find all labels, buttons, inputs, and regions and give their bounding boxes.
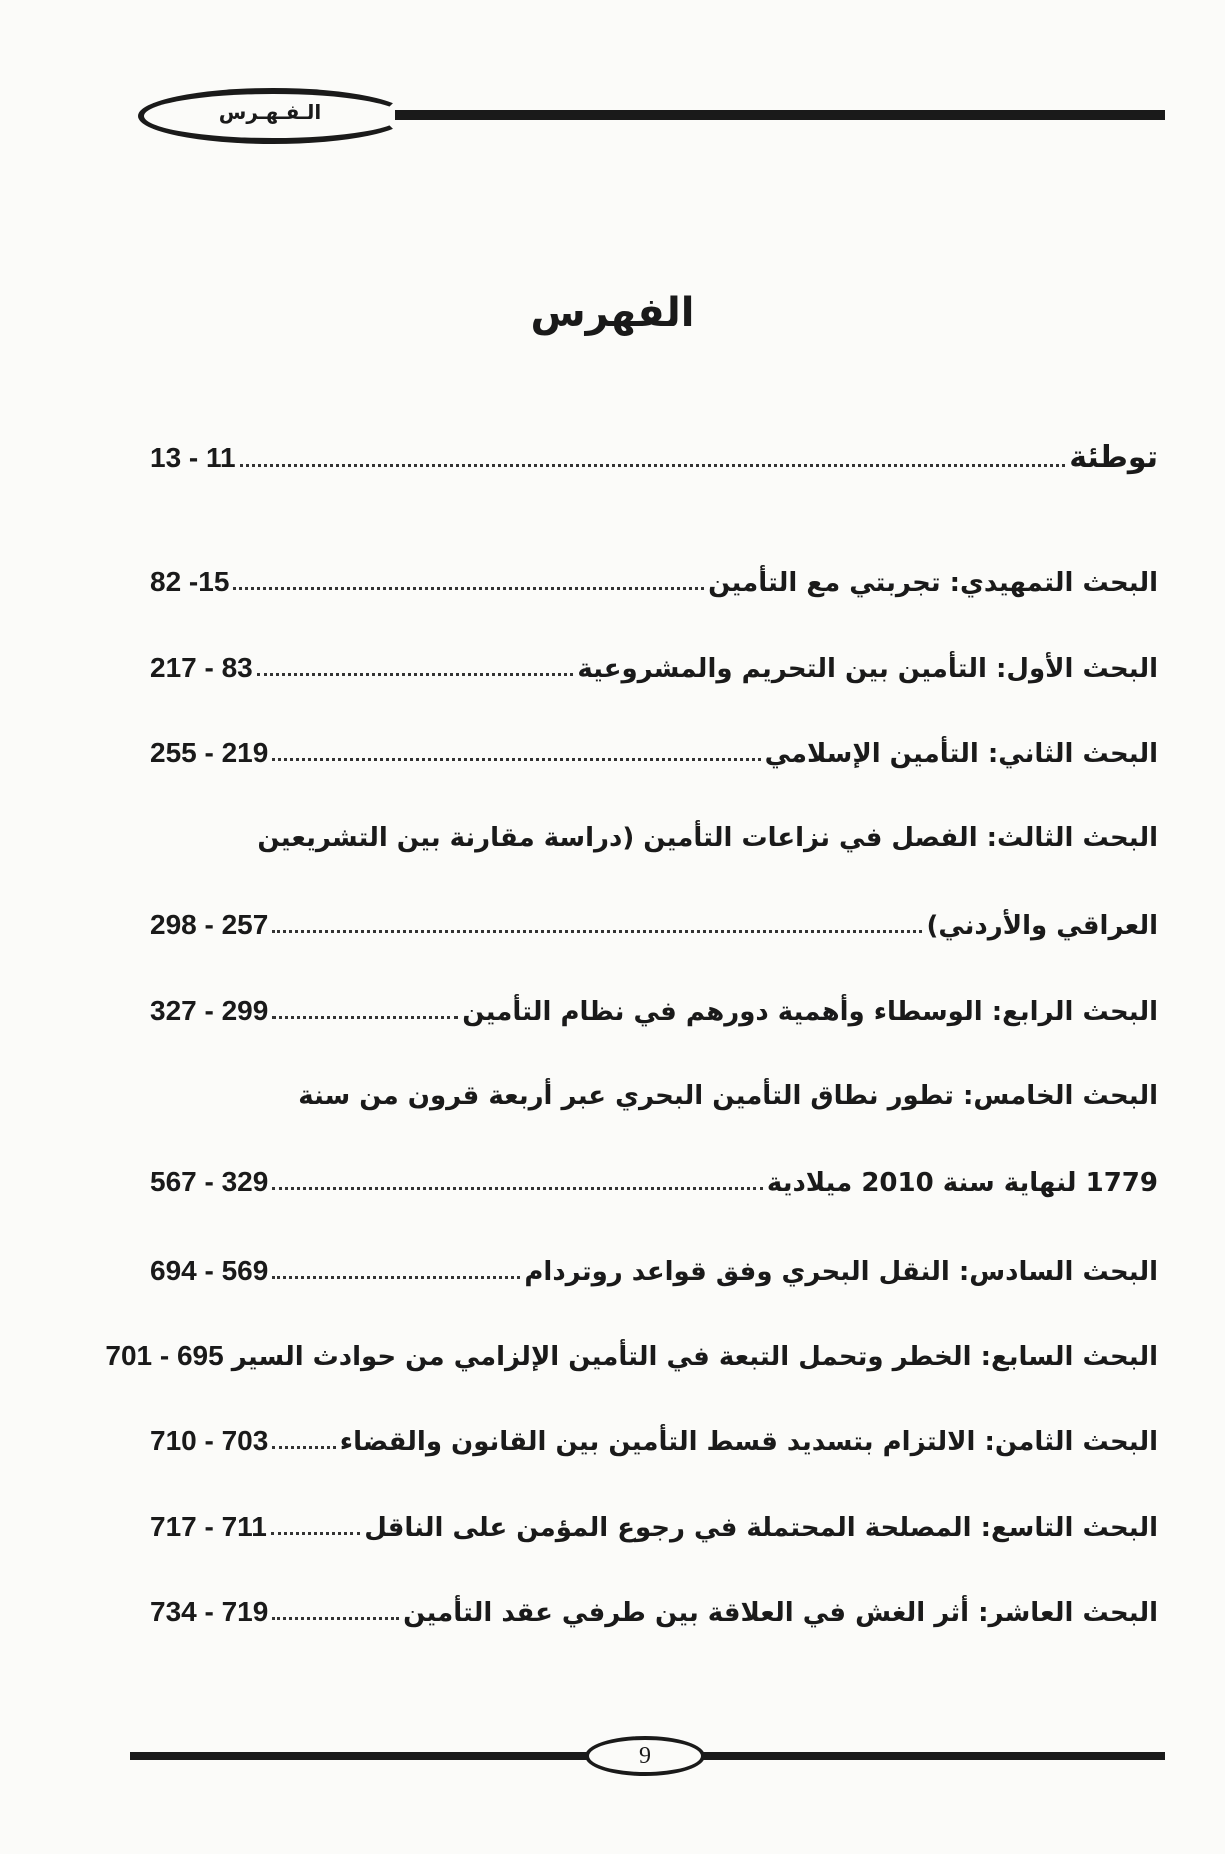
toc-entry-title: البحث الرابع: الوسطاء وأهمية دورهم في نظام التأمين [462, 997, 1158, 1027]
dot-leader [257, 672, 574, 676]
toc-entry [150, 1511, 1158, 1543]
toc-entry-title: 1779 لنهاية سنة 2010 ميلادية [766, 1168, 1158, 1198]
toc-entry-title: البحث الثاني: التأمين الإسلامي [764, 739, 1158, 769]
dot-leader [272, 1015, 458, 1019]
toc-entry-title: البحث السادس: النقل البحري وفق قواعد روتردام [524, 1257, 1158, 1287]
toc-entry [150, 1425, 1158, 1457]
dot-leader [272, 1445, 335, 1449]
toc-entry [150, 995, 1158, 1027]
toc-entry [150, 566, 1158, 598]
toc-entry-title: البحث العاشر: أثر الغش في العلاقة بين طرفي عقد التأمين [403, 1598, 1158, 1628]
toc-entry [150, 652, 1158, 684]
header-rule [395, 110, 1165, 120]
toc-entry [150, 1596, 1158, 1628]
toc-entry-title: البحث الخامس: تطور نطاق التأمين البحري عبر أربعة قرون من سنة [298, 1081, 1158, 1111]
page-number: 9 [585, 1736, 705, 1776]
toc-entry-pages: 694 - 569 [150, 1255, 269, 1286]
toc-entry-title: البحث السابع: الخطر وتحمل التبعة في التأمين الإلزامي من حوادث السير [231, 1342, 1158, 1372]
toc-entry-title: توطئة [1069, 440, 1158, 475]
toc-entry [150, 1081, 1158, 1111]
toc-entry-pages: 717 - 711 [150, 1511, 267, 1542]
dot-leader [272, 929, 922, 933]
toc-entry-title: البحث الثالث: الفصل في نزاعات التأمين (دراسة مقارنة بين التشريعين [257, 823, 1158, 853]
toc-entry-pages: 217 - 83 [150, 652, 253, 683]
toc-entry-title: العراقي والأردني) [926, 911, 1158, 941]
toc-entry [150, 440, 1158, 475]
dot-leader [271, 1531, 360, 1535]
dot-leader [272, 1275, 520, 1279]
toc-entry-pages: 710 - 703 [150, 1425, 269, 1456]
page-title: الفهرس [530, 290, 695, 336]
toc-entry [150, 737, 1158, 769]
dot-leader [272, 1616, 399, 1620]
toc-entry [150, 1166, 1158, 1198]
toc-entry [150, 909, 1158, 941]
toc-entry-title: البحث التاسع: المصلحة المحتملة في رجوع المؤمن على الناقل [364, 1513, 1158, 1543]
dot-leader [272, 757, 760, 761]
toc-entry-pages: 327 - 299 [150, 995, 269, 1026]
toc-entry-title: البحث التمهيدي: تجربتي مع التأمين [708, 568, 1158, 598]
dot-leader [272, 1186, 763, 1190]
footer-rule-left [130, 1752, 590, 1760]
toc-entry-pages: 567 - 329 [150, 1166, 269, 1197]
toc-entry [150, 823, 1158, 853]
toc-entry-pages: 734 - 719 [150, 1596, 269, 1627]
toc-entry-pages: 298 - 257 [150, 909, 269, 940]
toc-entry [105, 1340, 1158, 1372]
footer-rule-right [700, 1752, 1165, 1760]
toc-entry [150, 1255, 1158, 1287]
toc-entry-title: البحث الأول: التأمين بين التحريم والمشروعية [577, 654, 1158, 684]
toc-entry-pages: 255 - 219 [150, 737, 269, 768]
toc-entry-pages: 82 -15 [150, 566, 230, 597]
running-title: الـفـهـرس [218, 100, 322, 124]
dot-leader [233, 586, 704, 590]
toc-entry-pages: 13 - 11 [150, 442, 236, 473]
toc-entry-title: البحث الثامن: الالتزام بتسديد قسط التأمين بين القانون والقضاء [339, 1427, 1158, 1457]
toc-entry-pages: 701 - 695 [105, 1340, 224, 1371]
dot-leader [240, 463, 1066, 467]
